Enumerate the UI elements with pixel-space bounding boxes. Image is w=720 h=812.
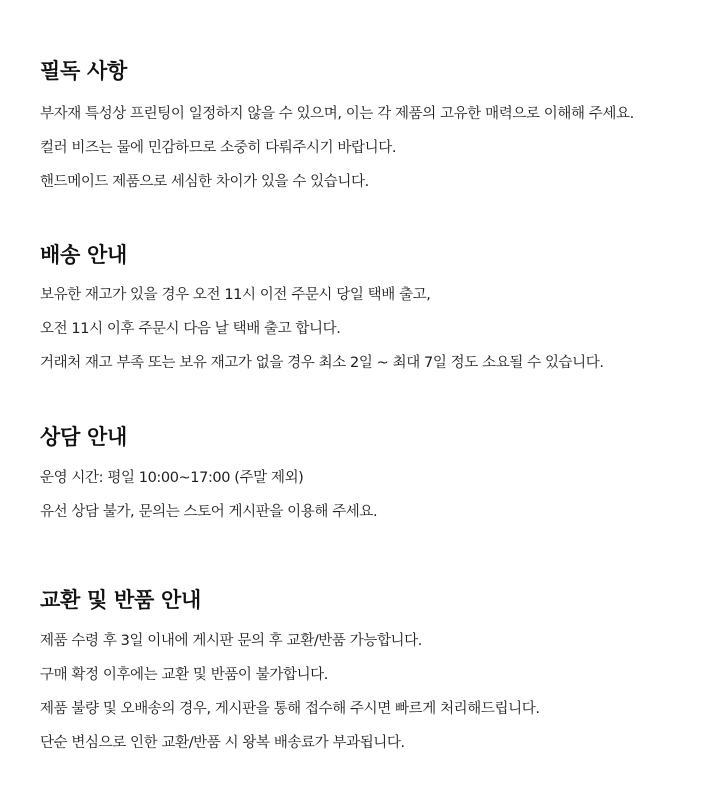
shipping-list — [40, 285, 700, 373]
notes-line: 핸드메이드 제품으로 세심한 차이가 있을 수 있습니다. — [40, 174, 369, 190]
shipping-line: 보유한 재고가 있을 경우 오전 11시 이전 주문시 당일 택배 출고, — [40, 287, 431, 303]
shipping-line: 오전 11시 이후 주문시 다음 날 택배 출고 합니다. — [40, 321, 341, 337]
notes-line: 부자재 특성상 프린팅이 일정하지 않을 수 있으며, 이는 각 제품의 고유한 매력으로 이해해 주세요. — [40, 106, 634, 122]
contact-heading: 상담 안내 — [40, 425, 127, 449]
shipping-section — [40, 242, 700, 373]
returns-line: 단순 변심으로 인한 교환/반품 시 왕복 배송료가 부과됩니다. — [40, 735, 405, 751]
returns-line: 제품 수령 후 3일 이내에 게시판 문의 후 교환/반품 가능합니다. — [40, 633, 422, 649]
returns-heading: 교환 및 반품 안내 — [40, 588, 201, 612]
contact-section — [40, 424, 700, 522]
shipping-line: 거래처 재고 부족 또는 보유 재고가 없을 경우 최소 2일 ~ 최대 7일 정도 소요될 수 있습니다. — [40, 355, 604, 371]
returns-line: 구매 확정 이후에는 교환 및 반품이 불가합니다. — [40, 667, 328, 683]
contact-list — [40, 468, 700, 522]
contact-line: 유선 상담 불가, 문의는 스토어 게시판을 이용해 주세요. — [40, 504, 378, 520]
contact-line: 운영 시간: 평일 10:00~17:00 (주말 제외) — [40, 470, 304, 486]
returns-section — [40, 587, 700, 753]
returns-list — [40, 631, 700, 753]
shipping-heading: 배송 안내 — [40, 243, 127, 267]
returns-line: 제품 불량 및 오배송의 경우, 게시판을 통해 접수해 주시면 빠르게 처리해드립니다. — [40, 701, 540, 717]
notes-list — [40, 104, 700, 192]
notes-line: 컬러 비즈는 물에 민감하므로 소중히 다뤄주시기 바랍니다. — [40, 140, 397, 156]
notes-heading: 필독 사항 — [40, 59, 127, 83]
notes-section — [40, 58, 700, 192]
